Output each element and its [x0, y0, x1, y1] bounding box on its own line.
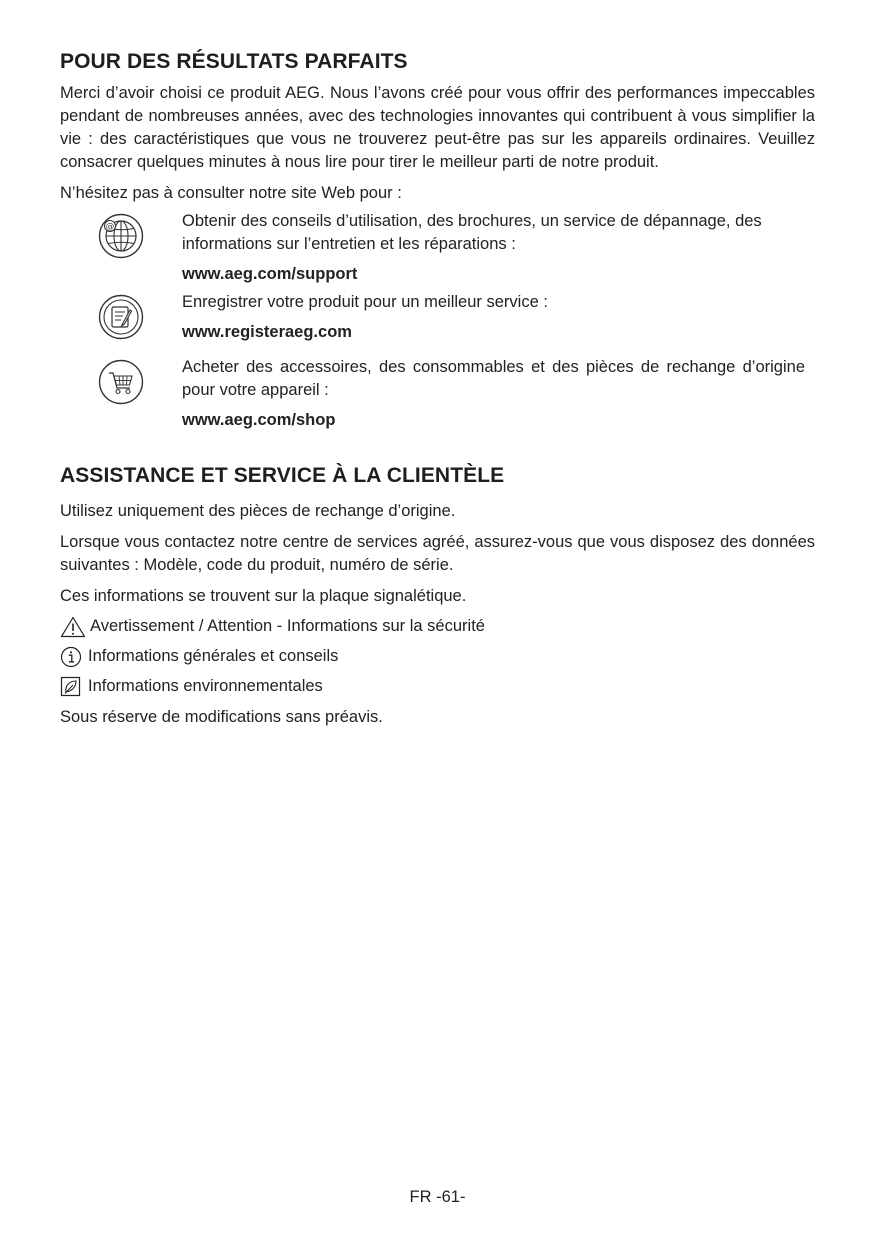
- section-title-results: POUR DES RÉSULTATS PARFAITS: [60, 50, 408, 73]
- legend-warning: [60, 615, 815, 638]
- shopping-cart-icon: [98, 359, 144, 405]
- assistance-section: [60, 464, 815, 729]
- legend-warning-text: Avertissement / Attention - Informations sur la sécurité: [90, 617, 485, 635]
- warning-icon: [60, 616, 86, 638]
- info-icon: [60, 646, 84, 668]
- support-link[interactable]: www.aeg.com/support: [182, 265, 358, 283]
- legend-environment: [60, 675, 815, 698]
- original-parts-paragraph: Utilisez uniquement des pièces de rechange d’origine.: [60, 502, 456, 520]
- svg-text:@: @: [105, 222, 115, 232]
- globe-at-icon: [98, 213, 144, 259]
- section-title-assistance: ASSISTANCE ET SERVICE À LA CLIENTÈLE: [60, 464, 505, 487]
- legend-info: [60, 645, 815, 668]
- register-text: Enregistrer votre produit pour un meilleur service :: [182, 293, 548, 311]
- register-link[interactable]: www.registeraeg.com: [182, 323, 352, 341]
- leaf-icon: [60, 676, 84, 698]
- document-page: [60, 50, 815, 729]
- contact-paragraph: Lorsque vous contactez notre centre de services agréé, assurez-vous que vous disposez des données suivantes : Modèle, code du produit, numéro de série.: [60, 533, 815, 574]
- rating-plate-paragraph: Ces informations se trouvent sur la plaque signalétique.: [60, 587, 467, 605]
- support-text: Obtenir des conseils d’utilisation, des brochures, un service de dépannage, des informations sur l’entretien et les réparations :: [182, 212, 762, 253]
- legend-environment-text: Informations environnementales: [88, 677, 323, 695]
- register-item: [60, 291, 815, 344]
- shop-link[interactable]: www.aeg.com/shop: [182, 411, 336, 429]
- shop-text: Acheter des accessoires, des consommables et des pièces de rechange d’origine pour votre appareil :: [182, 358, 805, 399]
- intro-paragraph: Merci d’avoir choisi ce produit AEG. Nous l’avons créé pour vous offrir des performances impeccables pendant de nombreuses années, avec des technologies innovantes qui contribuent à vous simplifier la vie : des caractéristiques que vous ne trouverez peut-être pas sur les appareils ordinaires. Veuillez consacrer quelques minutes à nous lire pour tirer le meilleur parti de notre produit.: [60, 84, 815, 171]
- register-document-icon: [98, 294, 144, 340]
- page-number: FR -61-: [409, 1188, 466, 1206]
- shop-item: [60, 356, 815, 432]
- visit-paragraph: N’hésitez pas à consulter notre site Web pour :: [60, 184, 402, 202]
- support-item: [60, 210, 815, 286]
- legend-info-text: Informations générales et conseils: [88, 647, 339, 665]
- closing-paragraph: Sous réserve de modifications sans préavis.: [60, 708, 383, 726]
